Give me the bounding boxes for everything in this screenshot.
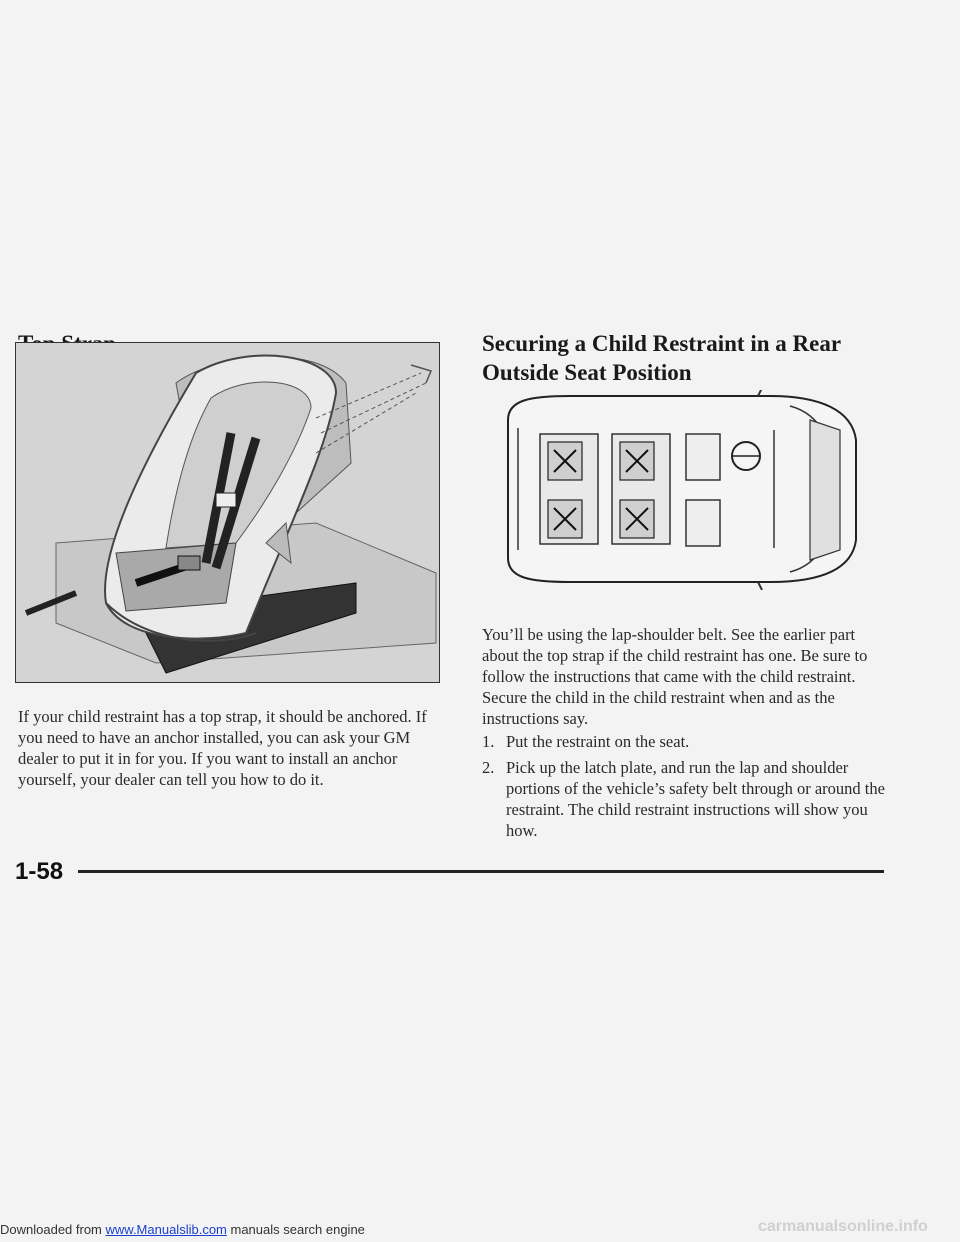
footer-prefix: Downloaded from [0, 1222, 106, 1237]
step-number: 1. [482, 732, 495, 751]
child-seat-illustration [15, 342, 440, 683]
van-top-view-drawing [490, 390, 862, 590]
watermark-logo: carmanualsonline.info [758, 1218, 928, 1235]
step-text: Put the restraint on the seat. [506, 732, 690, 751]
top-strap-paragraph: If your child restraint has a top strap, it should be anchored. If you need to have an anchor installed, you can ask your GM dealer to put it in for you. If you want to install an anchor yourself, your dealer can tell you how to do it. [18, 707, 427, 789]
step-text: Pick up the latch plate, and run the lap and shoulder portions of the vehicle’s safety belt through or around the restraint. The child restraint instructions will show you how. [506, 758, 885, 840]
securing-paragraph: You’ll be using the lap-shoulder belt. See the earlier part about the top strap if the child restraint has one. Be sure to follow the instructions that came with the child restraint. Secure the child in the child restraint when and as the instructions say. [482, 625, 868, 728]
divider-rule [78, 870, 884, 873]
download-footer [0, 1222, 365, 1237]
child-seat-drawing [16, 343, 440, 683]
footer-suffix: manuals search engine [226, 1222, 365, 1237]
manualslib-link[interactable]: www.Manualslib.com [105, 1222, 227, 1237]
steps-list [482, 731, 888, 846]
securing-heading-line2: Outside Seat Position [482, 360, 692, 385]
step-number: 2. [482, 758, 495, 777]
page-number: 1-58 [15, 858, 64, 885]
step-item [482, 731, 888, 752]
securing-heading [482, 329, 922, 387]
van-seating-diagram [490, 390, 862, 590]
step-item [482, 757, 888, 841]
securing-heading-line1: Securing a Child Restraint in a Rear [482, 331, 842, 356]
